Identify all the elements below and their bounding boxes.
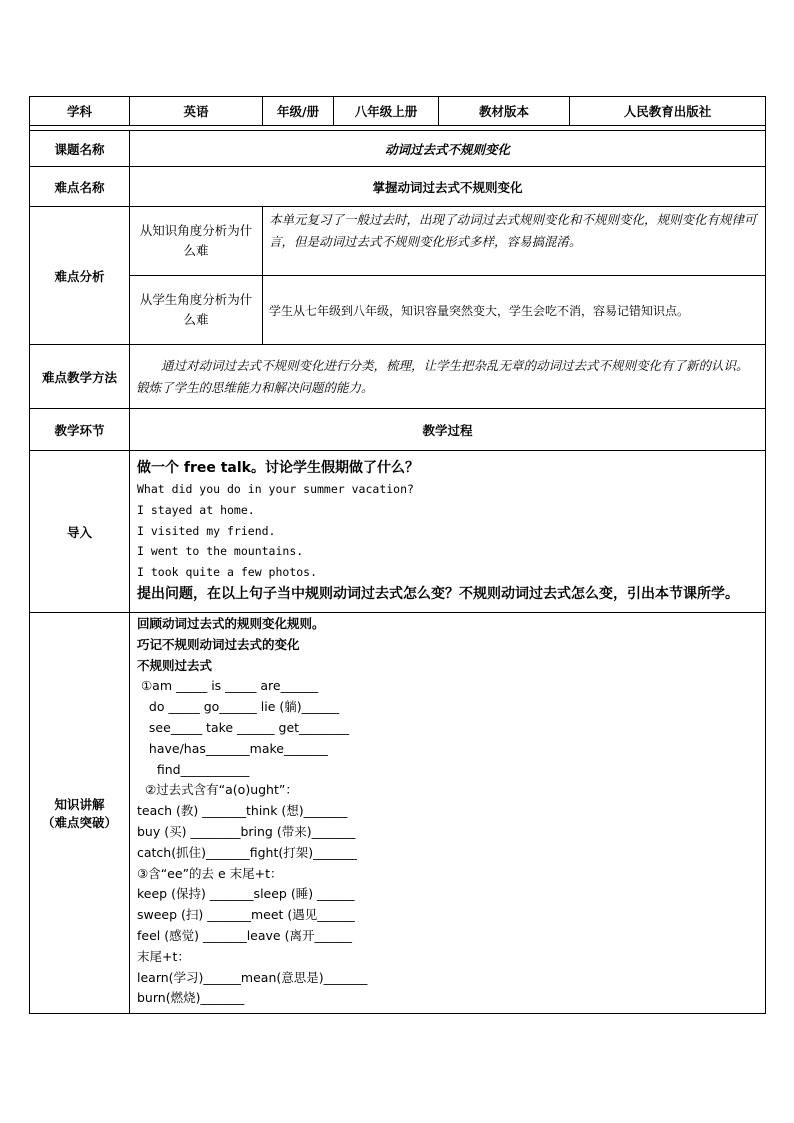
knowledge-line: buy (买) ________bring (带来)_______: [137, 823, 356, 839]
student-angle-label: 从学生角度分析为什么难: [130, 276, 263, 345]
grade-label: 年级/册: [263, 97, 334, 126]
knowledge-line: ②过去式含有“a(o)ught”：: [137, 782, 298, 798]
method-row: [30, 345, 766, 409]
edition-label: 教材版本: [439, 97, 570, 126]
intro-line: I went to the mountains.: [137, 544, 304, 559]
process-stage-label: 教学环节: [30, 409, 130, 451]
edition-value: 人民教育出版社: [570, 97, 766, 126]
intro-content: [130, 451, 766, 613]
subject-label: 学科: [30, 97, 130, 126]
intro-line: 做一个 free talk。讨论学生假期做了什么？: [137, 460, 419, 476]
header-row: [30, 97, 766, 126]
grade-value: 八年级上册: [334, 97, 439, 126]
knowledge-line: 不规则过去式: [137, 657, 213, 673]
knowledge-line: do _____ go______ lie (躺)______: [137, 699, 340, 715]
knowledge-label-line1: 知识讲解: [54, 797, 105, 813]
knowledge-line: find___________: [137, 761, 250, 777]
knowledge-line: see_____ take ______ get________: [137, 719, 350, 735]
knowledge-line: learn(学习)______mean(意思是)_______: [137, 969, 368, 985]
intro-row: [30, 451, 766, 613]
subject-value: 英语: [130, 97, 263, 126]
process-title: 教学过程: [130, 409, 766, 451]
topic-row: [30, 131, 766, 167]
analysis-row-knowledge: [30, 207, 766, 276]
knowledge-angle-label: 从知识角度分析为什么难: [130, 207, 263, 276]
student-angle-text: 学生从七年级到八年级，知识容量突然变大，学生会吃不消，容易记错知识点。: [263, 276, 766, 345]
analysis-row-student: [30, 276, 766, 345]
topic-value: 动词过去式不规则变化: [130, 131, 766, 167]
topic-label: 课题名称: [30, 131, 130, 167]
analysis-label: 难点分析: [30, 207, 130, 345]
intro-line: I visited my friend.: [137, 523, 276, 538]
knowledge-line: 回顾动词过去式的规则变化规则。: [137, 616, 325, 631]
method-label: 难点教学方法: [30, 345, 130, 409]
knowledge-line: keep (保持) _______sleep (睡) ______: [137, 886, 355, 902]
knowledge-line: 巧记不规则动词过去式的变化: [137, 636, 300, 652]
knowledge-line: ③含“ee”的去 e 末尾+t：: [137, 865, 283, 881]
knowledge-line: sweep (扫) _______meet (遇见______: [137, 907, 355, 923]
knowledge-label: [30, 613, 130, 1014]
knowledge-line: feel (感觉) _______leave (离开______: [137, 927, 352, 943]
knowledge-line: burn(燃烧)_______: [137, 990, 245, 1006]
method-text: 通过对动词过去式不规则变化进行分类，梳理，让学生把杂乱无章的动词过去式不规则变化有了新的认识。锻炼了学生的思维能力和解决问题的能力。: [130, 345, 766, 409]
knowledge-label-line2: （难点突破）: [41, 815, 117, 831]
knowledge-line: 末尾+t：: [137, 948, 190, 964]
knowledge-line: catch(抓住)_______fight(打架)_______: [137, 844, 357, 860]
knowledge-line: teach (教) _______think (想)_______: [137, 803, 348, 819]
intro-line: I stayed at home.: [137, 502, 255, 517]
knowledge-line: ①am _____ is _____ are______: [137, 678, 319, 694]
process-header-row: [30, 409, 766, 451]
knowledge-angle-text: 本单元复习了一般过去时，出现了动词过去式规则变化和不规则变化，规则变化有规律可言，但是动词过去式不规则变化形式多样，容易搞混淆。: [263, 207, 766, 276]
knowledge-content: [130, 613, 766, 1014]
knowledge-row: [30, 613, 766, 1014]
difficulty-row: [30, 167, 766, 207]
difficulty-value: 掌握动词过去式不规则变化: [130, 167, 766, 207]
intro-line: I took quite a few photos.: [137, 565, 318, 580]
knowledge-line: have/has_______make_______: [137, 740, 328, 756]
difficulty-label: 难点名称: [30, 167, 130, 207]
intro-label: 导入: [30, 451, 130, 613]
lesson-plan-table: [29, 96, 766, 1014]
intro-line: 提出问题，在以上句子当中规则动词过去式怎么变？不规则动词过去式怎么变，引出本节课所学。: [137, 585, 739, 602]
intro-line: What did you do in your summer vacation?: [137, 482, 414, 496]
